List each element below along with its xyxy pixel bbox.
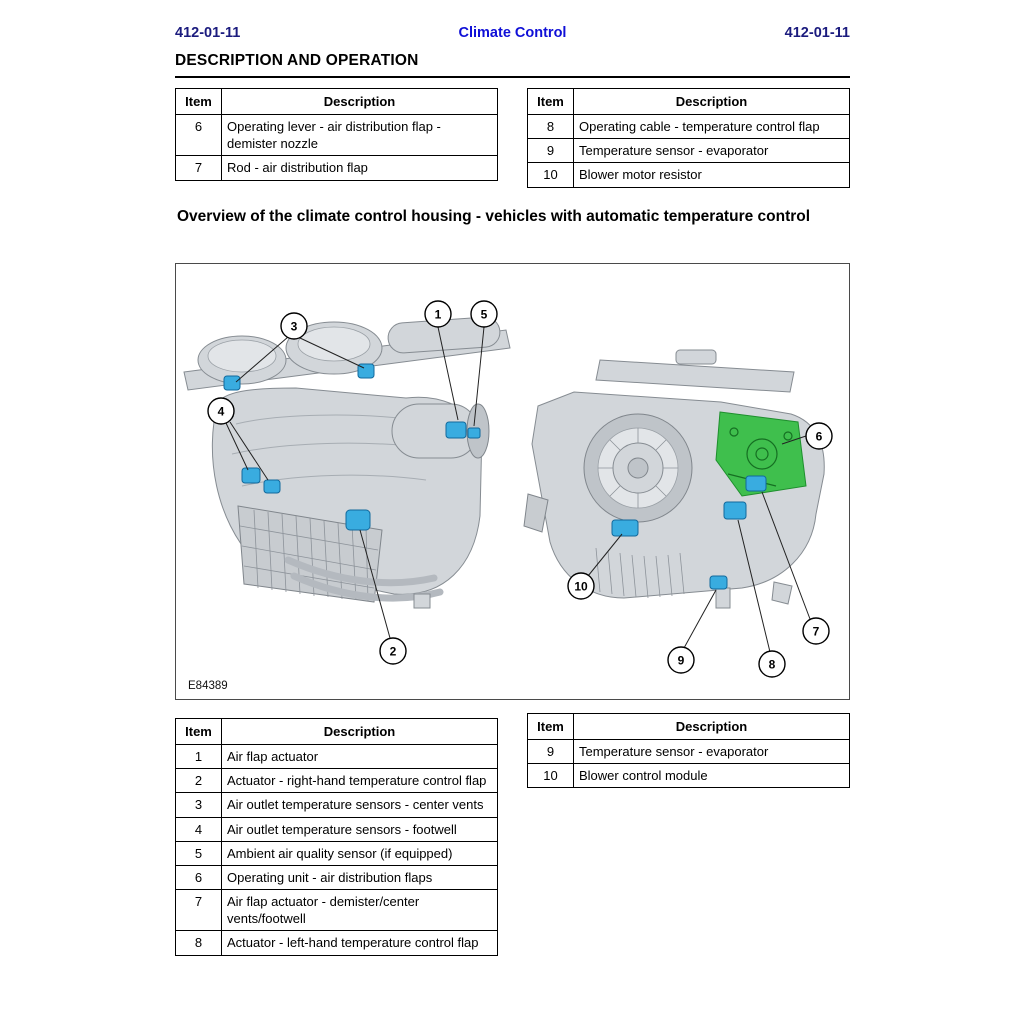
part-2-rh-temp-actuator — [346, 510, 370, 530]
item-description: Operating cable - temperature control flap — [574, 115, 850, 139]
table-header — [528, 714, 850, 740]
callout-number: 5 — [480, 307, 488, 322]
column-header-description: Description — [222, 89, 498, 115]
item-number: 9 — [528, 740, 574, 764]
callout-number: 3 — [290, 319, 298, 334]
roof-duct — [596, 360, 794, 392]
item-description: Rod - air distribution flap — [222, 156, 498, 180]
table-row — [528, 740, 850, 764]
part-8-lh-temp-actuator — [724, 502, 746, 519]
section-heading: DESCRIPTION AND OPERATION — [175, 52, 419, 69]
part-4-footwell-sensor-b — [264, 480, 280, 493]
item-description: Air flap actuator — [222, 745, 498, 769]
item-number: 10 — [528, 163, 574, 187]
figure-climate-housing — [175, 263, 850, 700]
item-number: 8 — [176, 931, 222, 955]
table-header — [528, 89, 850, 115]
item-description: Blower control module — [574, 764, 850, 788]
overview-heading: Overview of the climate control housing - vehicles with automatic temperature control — [177, 208, 811, 225]
table-row — [176, 841, 498, 865]
callout-number: 8 — [768, 657, 776, 672]
column-header-description: Description — [574, 89, 850, 115]
item-number: 8 — [528, 115, 574, 139]
table-row — [176, 156, 498, 180]
column-header-item: Item — [528, 714, 574, 740]
item-number: 10 — [528, 764, 574, 788]
item-number: 3 — [176, 793, 222, 817]
side-bracket — [524, 494, 548, 532]
item-description: Actuator - left-hand temperature control flap — [222, 931, 498, 955]
callout-10 — [568, 573, 594, 599]
callout-number: 2 — [389, 644, 397, 659]
part-1-air-flap-actuator — [446, 422, 466, 438]
column-header-description: Description — [574, 714, 850, 740]
table-header — [176, 89, 498, 115]
part-3-center-vent-sensor-a — [224, 376, 240, 390]
part-9-evaporator-sensor — [710, 576, 727, 589]
item-number: 2 — [176, 769, 222, 793]
item-description: Temperature sensor - evaporator — [574, 740, 850, 764]
item-description: Ambient air quality sensor (if equipped) — [222, 841, 498, 865]
column-header-item: Item — [528, 89, 574, 115]
callout-8 — [759, 651, 785, 677]
callout-number: 10 — [574, 579, 588, 594]
item-description: Air outlet temperature sensors - footwell — [222, 817, 498, 841]
table-row — [528, 764, 850, 788]
callout-1 — [425, 301, 451, 327]
callout-number: 7 — [812, 624, 820, 639]
callout-6 — [806, 423, 832, 449]
table-items-9-10 — [527, 713, 850, 788]
duct-dome-center-top — [298, 327, 370, 361]
item-number: 4 — [176, 817, 222, 841]
callout-5 — [471, 301, 497, 327]
table-row — [176, 865, 498, 889]
item-number: 5 — [176, 841, 222, 865]
table-row — [528, 139, 850, 163]
part-10-blower-control-module — [612, 520, 638, 536]
item-description: Temperature sensor - evaporator — [574, 139, 850, 163]
item-number: 6 — [176, 865, 222, 889]
section-number-right: 412-01-11 — [784, 25, 850, 41]
item-number: 9 — [528, 139, 574, 163]
part-5-air-quality-sensor — [468, 428, 480, 438]
item-description: Air flap actuator - demister/center vents/footwell — [222, 890, 498, 931]
section-number-left: 412-01-11 — [175, 25, 241, 41]
item-description: Blower motor resistor — [574, 163, 850, 187]
item-number: 7 — [176, 890, 222, 931]
blower-wheel-hub — [628, 458, 648, 478]
callout-4 — [208, 398, 234, 424]
callout-7 — [803, 618, 829, 644]
callout-9 — [668, 647, 694, 673]
table-row — [176, 745, 498, 769]
callout-number: 4 — [217, 404, 225, 419]
callout-number: 6 — [815, 429, 823, 444]
table-row — [176, 931, 498, 955]
item-number: 7 — [176, 156, 222, 180]
figure-id-label: E84389 — [188, 680, 228, 692]
column-header-item: Item — [176, 719, 222, 745]
item-description: Actuator - right-hand temperature control flap — [222, 769, 498, 793]
page-header — [175, 25, 850, 41]
part-4-footwell-sensor-a — [242, 468, 260, 483]
item-number: 1 — [176, 745, 222, 769]
table-row — [176, 890, 498, 931]
item-description: Air outlet temperature sensors - center vents — [222, 793, 498, 817]
table-row — [176, 817, 498, 841]
table-row — [176, 115, 498, 156]
table-row — [176, 769, 498, 793]
column-header-item: Item — [176, 89, 222, 115]
housing-foot — [414, 594, 430, 608]
lower-fitting-right — [772, 582, 792, 604]
chapter-title: Climate Control — [458, 25, 567, 41]
table-header — [176, 719, 498, 745]
table-row — [528, 115, 850, 139]
table-row — [176, 793, 498, 817]
callout-number: 1 — [434, 307, 442, 322]
item-description: Operating lever - air distribution flap - demister nozzle — [222, 115, 498, 156]
roof-duct-tab — [676, 350, 716, 364]
item-number: 6 — [176, 115, 222, 156]
table-items-1-8 — [175, 718, 498, 956]
table-items-8-10 — [527, 88, 850, 188]
housing-foot-right — [716, 588, 730, 608]
section-heading-rule — [175, 52, 850, 78]
callout-2 — [380, 638, 406, 664]
item-description: Operating unit - air distribution flaps — [222, 865, 498, 889]
part-7-demister-flap-actuator — [746, 476, 766, 491]
column-header-description: Description — [222, 719, 498, 745]
table-row — [528, 163, 850, 187]
callout-3 — [281, 313, 307, 339]
callout-number: 9 — [677, 653, 685, 668]
climate-housing-diagram — [176, 264, 849, 699]
table-items-6-7 — [175, 88, 498, 181]
